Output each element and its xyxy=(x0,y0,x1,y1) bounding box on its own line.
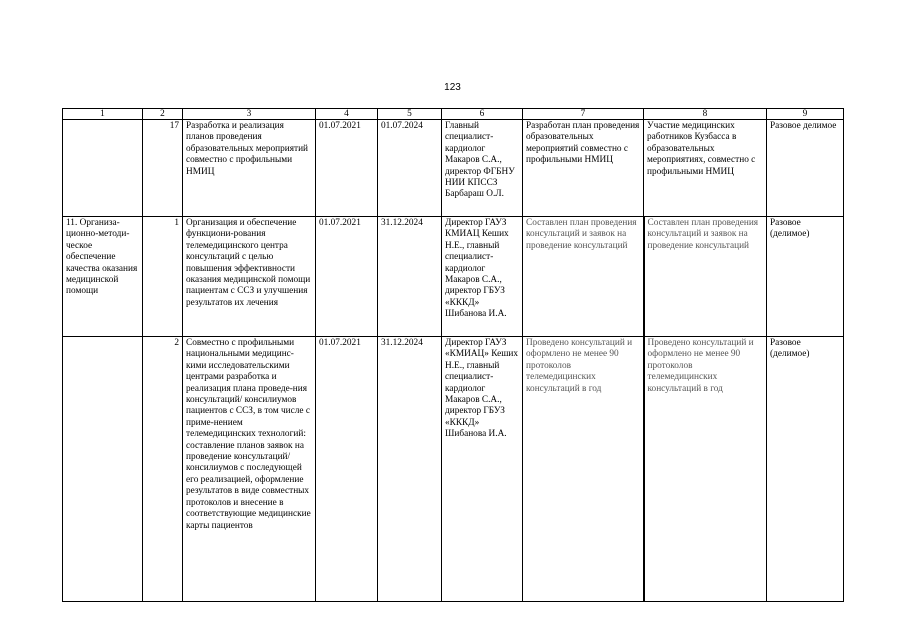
end-date-cell: 31.12.2024 xyxy=(378,337,442,602)
item-number-cell: 1 xyxy=(143,217,183,337)
section-cell: 11. Организа-ционно-методи-ческое обеспечение качества оказания медицинской помощи xyxy=(63,217,143,337)
end-date-cell: 01.07.2024 xyxy=(378,120,442,217)
column-header: 7 xyxy=(523,109,644,120)
activity-cell: Организация и обеспечение функциони-рования телемедицинского центра консультаций с целью повышения эффективности оказания медицинской помощи пациентам с ССЗ и улучшения результатов их лечения xyxy=(183,217,316,337)
type-cell: Разовое делимое xyxy=(767,120,844,217)
page-number: 123 xyxy=(444,82,461,93)
start-date-cell: 01.07.2021 xyxy=(316,337,378,602)
column-header: 5 xyxy=(378,109,442,120)
indicator-cell: Участие медицинских работников Кузбасса в образовательных мероприятиях, совместно с профильными НМИЦ xyxy=(644,120,767,217)
column-header: 4 xyxy=(316,109,378,120)
activity-cell: Совместно с профильными национальными медицинс-кими исследовательскими центрами разработка и реализация плана проведе-ния консультаций/ консилиумов пациентов с ССЗ, в том числе с приме-нением телемедицинских технологий: составление планов заявок на проведение консультаций/ консилиумов с последующей его реализацией, оформление результатов в виде совместных протоколов и внесение в соответствующие медицинские карты пациентов xyxy=(183,337,316,602)
responsible-cell: Директор ГАУЗ «КМИАЦ» Кеших Н.Е., главный специалист-кардиолог Макаров С.А., директор ГБУЗ «КККД» Шибанова И.А. xyxy=(442,337,523,602)
indicator-cell: Проведено консультаций и оформлено не менее 90 протоколов телемедицинских консультаций в год xyxy=(644,337,767,602)
indicator-cell: Составлен план проведения консультаций и заявок на проведение консультаций xyxy=(644,217,767,337)
responsible-cell: Директор ГАУЗ КМИАЦ Кеших Н.Е., главный специалист-кардиолог Макаров С.А., директор ГБУЗ «КККД» Шибанова И.А. xyxy=(442,217,523,337)
column-header: 8 xyxy=(644,109,767,120)
column-header: 3 xyxy=(183,109,316,120)
item-number-cell: 2 xyxy=(143,337,183,602)
result-cell: Разработан план проведения образовательных мероприятий совместно с профильными НМИЦ xyxy=(523,120,644,217)
column-header: 9 xyxy=(767,109,844,120)
result-cell: Проведено консультаций и оформлено не менее 90 протоколов телемедицинских консультаций в год xyxy=(523,337,644,602)
column-header: 6 xyxy=(442,109,523,120)
section-cell xyxy=(63,120,143,217)
start-date-cell: 01.07.2021 xyxy=(316,120,378,217)
responsible-cell: Главный специалист-кардиолог Макаров С.А., директор ФГБНУ НИИ КПССЗ Барбараш О.Л. xyxy=(442,120,523,217)
type-cell: Разовое (делимое) xyxy=(767,217,844,337)
table-row xyxy=(63,217,844,337)
section-cell xyxy=(63,337,143,602)
item-number-cell: 17 xyxy=(143,120,183,217)
type-cell: Разовое (делимое) xyxy=(767,337,844,602)
column-header: 2 xyxy=(143,109,183,120)
column-header: 1 xyxy=(63,109,143,120)
table-row xyxy=(63,120,844,217)
start-date-cell: 01.07.2021 xyxy=(316,217,378,337)
table-row xyxy=(63,337,844,602)
plan-table xyxy=(62,108,844,602)
result-cell: Составлен план проведения консультаций и заявок на проведение консультаций xyxy=(523,217,644,337)
header-row xyxy=(63,109,844,120)
end-date-cell: 31.12.2024 xyxy=(378,217,442,337)
activity-cell: Разработка и реализация планов проведения образовательных мероприятий совместно с профильными НМИЦ xyxy=(183,120,316,217)
